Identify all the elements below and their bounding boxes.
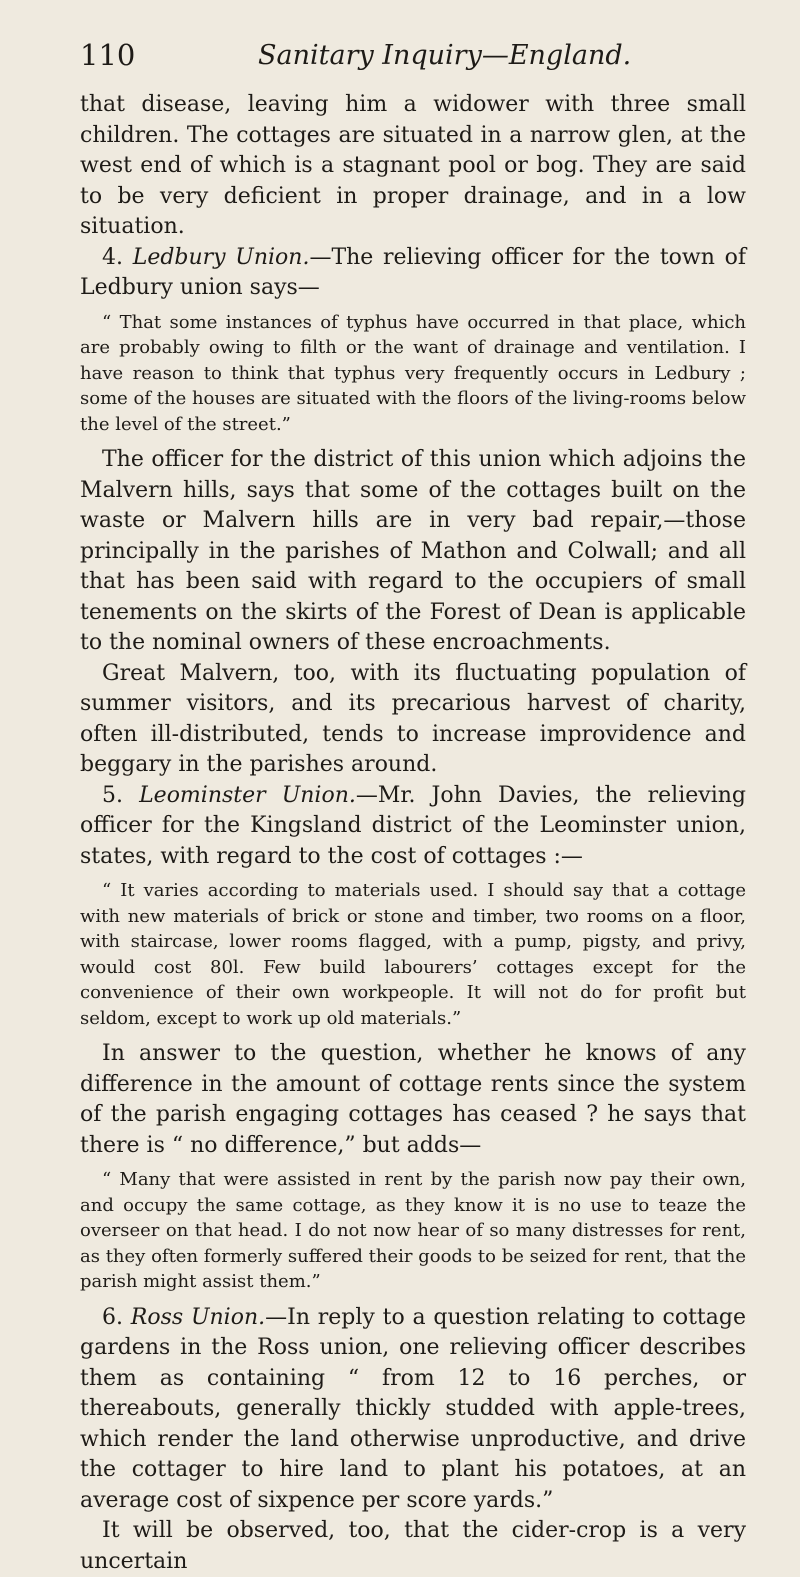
paragraph: In answer to the question, whether he knows of any difference in the amount of cottage rents since the system of the parish engaging cottages has ceased ? he says that there is “ no difference,” but adds— <box>80 1041 746 1158</box>
section-union-name: Ledbury Union. <box>132 244 310 270</box>
block-quote: “ Many that were assisted in rent by the parish now pay their own, and occupy the same cottage, as they know it is no use to teaze the overseer on that head. I do not now hear of so many distresses for rent, as they often formerly suffered their goods to be seized for rent, that the parish might assist them.” <box>80 1169 746 1292</box>
section-number: 4. <box>102 244 123 270</box>
page-number: 110 <box>80 38 136 72</box>
section-text: —Mr. John Davies, the relieving officer for the Kingsland district of the Leominster union, states, with regard to the cost of cottages :— <box>80 782 746 869</box>
paragraph: The officer for the district of this union which adjoins the Malvern hills, says that some of the cottages built on the waste or Malvern hills are in very bad repair,—those principally in the parishes of Mathon and Colwall; and all that has been said with regard to the occupiers of small tenements on the skirts of the Forest of Dean is applicable to the nominal owners of these encroachments. <box>80 447 746 655</box>
block-quote: “ It varies according to materials used. I should say that a cottage with new materials of brick or stone and timber, two rooms on a floor, with staircase, lower rooms flagged, with a pump, pigsty, and privy, would cost 80l. Few build labourers’ cottages except for the convenience of their own workpeople. It will not do for profit but seldom, except to work up old materials.” <box>80 880 746 1029</box>
paragraph: It will be observed, too, that the cider-crop is a very uncertain <box>80 1518 746 1574</box>
paragraph: that disease, leaving him a widower with three small children. The cottages are situated in a narrow glen, at the west end of which is a stagnant pool or bog. They are said to be very deficient in proper drainage, and in a low situation. <box>80 92 746 239</box>
section-6-paragraph <box>80 1303 746 1517</box>
paragraph: Great Malvern, too, with its fluctuating population of summer visitors, and its precarious harvest of charity, often ill-distributed, tends to increase improvidence and beggary in the parishes around. <box>80 660 746 777</box>
section-number: 5. <box>102 782 123 808</box>
page-header <box>0 38 800 78</box>
running-head: Sanitary Inquiry—England. <box>258 40 632 71</box>
section-text: —In reply to a question relating to cottage gardens in the Ross union, one relieving officer describes them as containing “ from 12 to 16 perches, or thereabouts, generally thickly studded with apple-trees, which render the land otherwise unproductive, and drive the cottager to hire land to plant his potatoes, at an average cost of sixpence per score yards.” <box>80 1304 746 1513</box>
section-union-name: Leominster Union. <box>139 782 356 808</box>
block-quote: “ That some instances of typhus have occurred in that place, which are probably owing to filth or the want of drainage and ventilation. I have reason to think that typhus very frequently occurs in Ledbury ; some of the houses are situated with the floors of the living-rooms below the level of the street.” <box>80 311 746 435</box>
section-text: —The relieving officer for the town of Ledbury union says— <box>80 244 747 300</box>
section-4-paragraph <box>80 243 746 304</box>
section-union-name: Ross Union. <box>130 1304 266 1330</box>
section-5-paragraph <box>80 781 746 873</box>
section-number: 6. <box>102 1304 123 1330</box>
body-text <box>80 90 746 1577</box>
